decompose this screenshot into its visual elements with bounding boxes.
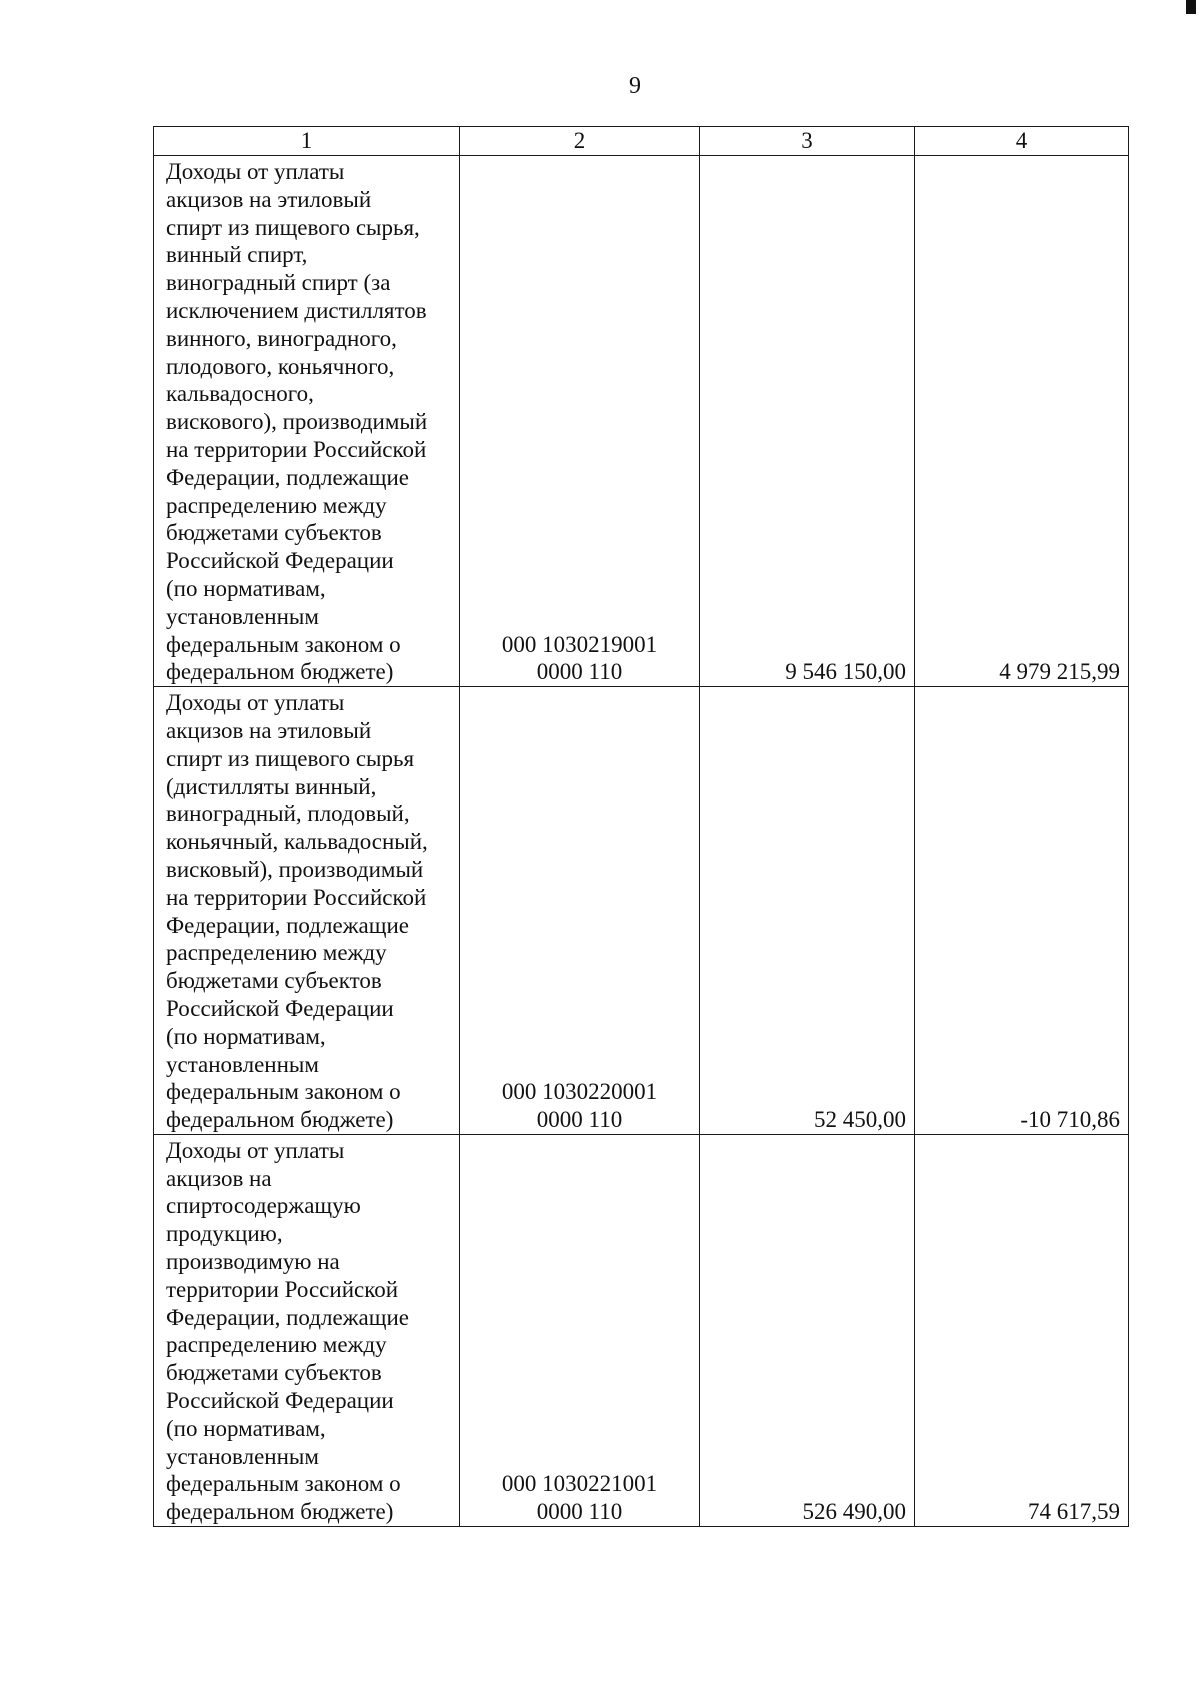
actual-amount-cell: 4 979 215,99 [915,156,1129,687]
revenue-name: Доходы от уплаты акцизов на этиловый спирт из пищевого сырья, винный спирт, виноградный спирт (за исключением дистиллятов винного, виноградного, плодового, коньячного, кальвадосного, вискового), производимый на территории Российской Федерации, подлежащие распределению между бюджетами субъектов Российской Федерации (по нормативам, установленным федеральным законом о федеральном бюджете) [166,159,428,685]
revenue-table [153,126,1129,1527]
code-line-1: 000 1030221001 [501,1471,658,1497]
revenue-name: Доходы от уплаты акцизов на спиртосодержащую продукцию, производимую на территории Российской Федерации, подлежащие распределению между бюджетами субъектов Российской Федерации (по нормативам, установленным федеральным законом о федеральном бюджете) [166,1137,409,1525]
actual-amount-cell: -10 710,86 [915,687,1129,1135]
column-header-1: 1 [154,127,460,156]
classification-code-cell [460,156,700,687]
revenue-name-cell [154,687,460,1135]
actual-amount-cell: 74 617,59 [915,1134,1129,1526]
code-line-1: 000 1030220001 [501,1079,658,1105]
scan-edge-mark [1186,0,1196,14]
classification-code-cell [460,687,700,1135]
column-header-3: 3 [700,127,915,156]
column-header-4: 4 [915,127,1129,156]
planned-amount-cell: 52 450,00 [700,687,915,1135]
column-header-2: 2 [460,127,700,156]
table-row [154,1134,1129,1526]
revenue-name-cell [154,1134,460,1526]
table-row [154,687,1129,1135]
code-line-2: 0000 110 [536,1107,623,1133]
planned-amount-cell: 9 546 150,00 [700,156,915,687]
classification-code-cell [460,1134,700,1526]
page-number: 9 [629,73,641,99]
revenue-name: Доходы от уплаты акцизов на этиловый спирт из пищевого сырья (дистилляты винный, виноградный, плодовый, коньячный, кальвадосный, висковый), производимый на территории Российской Федерации, подлежащие распределению между бюджетами субъектов Российской Федерации (по нормативам, установленным федеральным законом о федеральном бюджете) [166,690,428,1133]
revenue-name-cell [154,156,460,687]
code-line-2: 0000 110 [536,659,623,685]
code-line-1: 000 1030219001 [501,631,658,657]
table-header-row [154,127,1129,156]
planned-amount-cell: 526 490,00 [700,1134,915,1526]
table-row [154,156,1129,687]
code-line-2: 0000 110 [536,1499,623,1525]
